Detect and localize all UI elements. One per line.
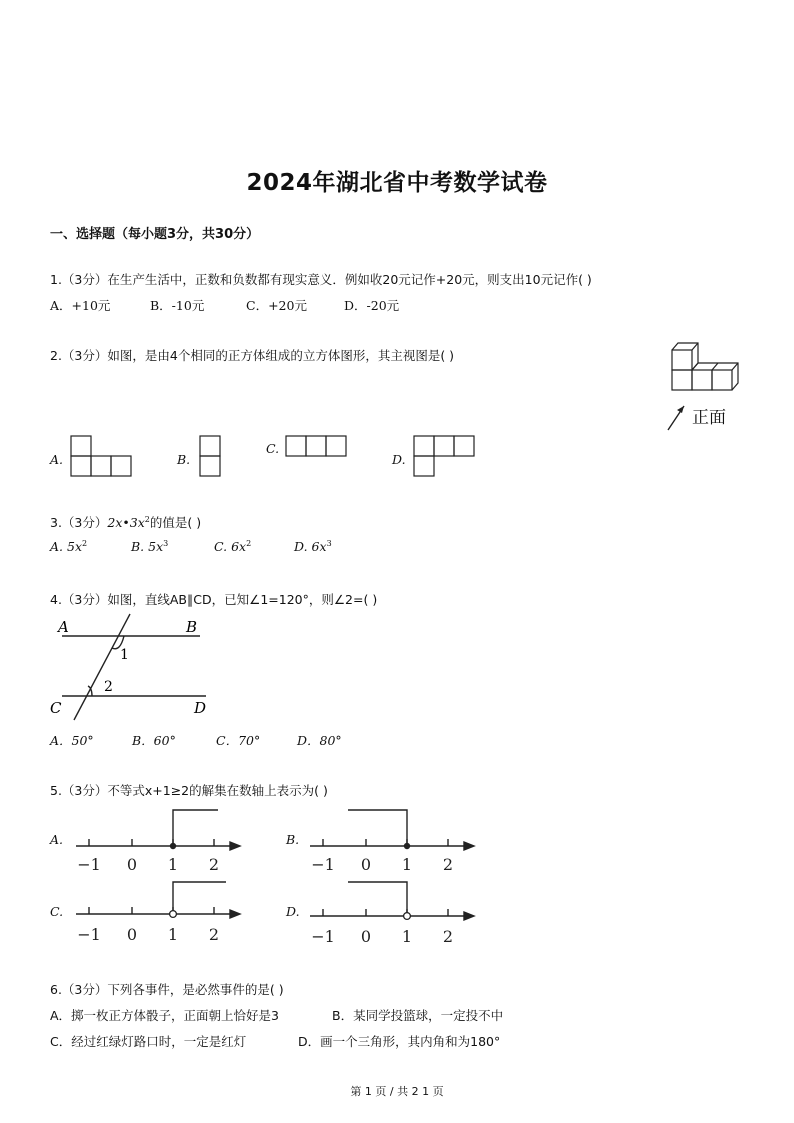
question-2-option-c-figure [285, 435, 349, 459]
tick-label: 2 [442, 855, 454, 874]
tick-label: −1 [311, 855, 335, 874]
tick-label: −1 [77, 925, 101, 944]
question-2-option-a: A. [50, 452, 64, 467]
tick-label: 1 [401, 927, 413, 946]
question-1-option-b: B．-10元 [150, 298, 205, 313]
tick-label: 1 [167, 925, 179, 944]
question-5-option-c: C. [50, 904, 64, 919]
tick-label: 2 [208, 925, 220, 944]
question-3-option-a: A. $5x^2$ [50, 539, 88, 555]
question-1-option-a: A．+10元 [50, 298, 111, 313]
question-3-expression: 2x•3x [107, 515, 145, 530]
number-line-d [306, 876, 481, 946]
page-title: 2024年湖北省中考数学试卷 [246, 170, 548, 196]
question-2-stem: 2.（3分）如图，是由4个相同的正方体组成的立方体图形，其主视图是( ) [50, 348, 455, 363]
tick-label: 1 [167, 855, 179, 874]
question-6-stem: 6.（3分）下列各事件，是必然事件的是( ) [50, 982, 284, 997]
tick-label: 2 [208, 855, 220, 874]
question-5-option-b: B. [286, 832, 300, 847]
front-view-label: 正面 [692, 408, 726, 428]
question-2-option-b: B. [177, 452, 191, 467]
question-2-option-c: C. [266, 441, 280, 456]
question-3-option-c: C. $6x^2$ [214, 539, 252, 555]
question-1-option-c: C．+20元 [246, 298, 307, 313]
tick-label: −1 [77, 855, 101, 874]
question-3-exponent: 2 [144, 514, 150, 524]
question-6-option-d: D．画一个三角形，其内角和为180° [298, 1034, 501, 1049]
question-1-option-d: D．-20元 [344, 298, 400, 313]
number-line-c [72, 876, 247, 946]
label-d: D [194, 699, 207, 717]
number-line-a [72, 806, 247, 876]
question-3-option-b: B. $5x^3$ [131, 539, 169, 555]
question-3-option-d: D. $6x^3$ [294, 539, 332, 555]
section-heading: 一、选择题（每小题3分，共30分） [50, 227, 260, 242]
label-a: A [58, 618, 69, 636]
question-5-stem: 5.（3分）不等式x+1≥2的解集在数轴上表示为( ) [50, 783, 328, 798]
tick-label: 0 [360, 855, 372, 874]
question-6-option-c: C．经过红绿灯路口时，一定是红灯 [50, 1034, 247, 1049]
tick-label: −1 [311, 927, 335, 946]
tick-label: 1 [401, 855, 413, 874]
question-4-option-a: A．50° [50, 733, 94, 748]
question-4-option-d: D．80° [297, 733, 342, 748]
question-6-option-a: A．掷一枚正方体骰子，正面朝上恰好是3 [50, 1008, 280, 1023]
question-3-prefix: 3.（3分） [50, 515, 108, 530]
number-line-b [306, 806, 481, 876]
tick-label: 0 [360, 927, 372, 946]
question-4-option-c: C．70° [216, 733, 261, 748]
tick-label: 0 [126, 855, 138, 874]
question-2-option-a-figure [70, 435, 134, 479]
question-5-option-d: D. [286, 904, 300, 919]
angle-2-label: 2 [104, 679, 113, 695]
tick-label: 2 [442, 927, 454, 946]
angle-1-label: 1 [120, 647, 129, 663]
question-1-stem: 1.（3分）在生产生活中，正数和负数都有现实意义．例如收20元记作+20元，则支出10元记作( ) [50, 272, 592, 287]
question-3-stem [50, 513, 201, 531]
label-c: C [50, 699, 62, 717]
question-2-option-d: D. [392, 452, 406, 467]
question-4-option-b: B．60° [132, 733, 176, 748]
question-3-suffix: 的值是( ) [149, 515, 202, 530]
page-footer: 第 1 页 / 共 2 1 页 [350, 1085, 444, 1098]
label-b: B [186, 618, 198, 636]
tick-label: 0 [126, 925, 138, 944]
parallel-lines-figure [48, 612, 218, 722]
question-2-option-d-figure [413, 435, 477, 479]
question-6-option-b: B．某同学投篮球，一定投不中 [332, 1008, 504, 1023]
question-4-stem: 4.（3分）如图，直线AB∥CD，已知∠1=120°，则∠2=( ) [50, 592, 378, 607]
question-2-option-b-figure [199, 435, 223, 479]
question-5-option-a: A. [50, 832, 64, 847]
